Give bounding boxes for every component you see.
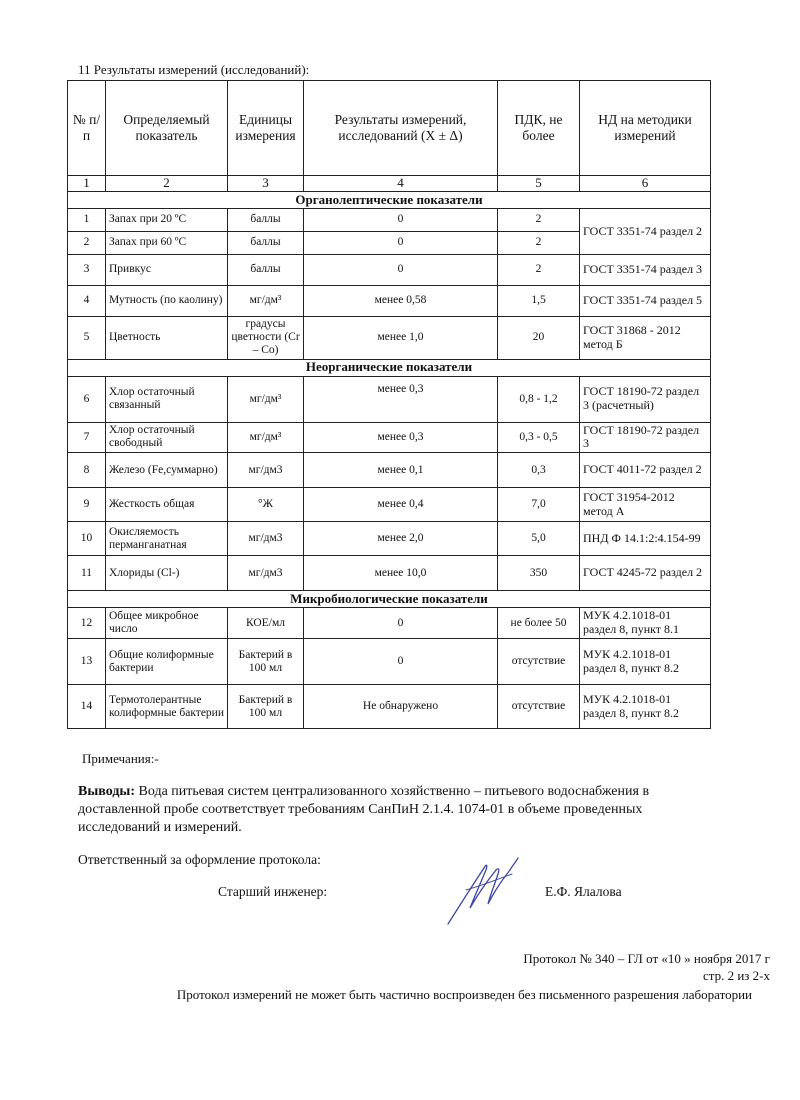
header-num: № п/п [68,81,106,176]
header-pdk: ПДК, не более [498,81,580,176]
table-row [68,209,711,232]
row-num: 11 [68,556,106,591]
row-unit: баллы [228,209,304,232]
table-row [68,556,711,591]
row-result: менее 0,4 [304,488,498,522]
row-method: ГОСТ 18190-72 раздел 3 [580,422,711,453]
footer-disclaimer: Протокол измерений не может быть частично воспроизведен без письменного разрешения лаборатории [176,987,752,1002]
row-result: менее 0,58 [304,286,498,317]
row-num: 13 [68,639,106,685]
footer-page-number: стр. 2 из 2-х [702,968,770,983]
row-method: ГОСТ 3351-74 раздел 3 [580,255,711,286]
row-pdk: 5,0 [498,522,580,556]
row-indicator: Хлориды (Cl-) [106,556,228,591]
results-table [67,80,711,729]
row-indicator: Общее микробное число [106,608,228,639]
row-method: ГОСТ 31868 - 2012 метод Б [580,317,711,360]
row-result: 0 [304,209,498,232]
group-heading-row [68,359,711,376]
row-unit: мг/дм³ [228,376,304,422]
row-unit: мг/дм³ [228,286,304,317]
row-result: Не обнаружено [304,685,498,729]
row-method: ГОСТ 3351-74 раздел 5 [580,286,711,317]
row-pdk: 350 [498,556,580,591]
row-num: 7 [68,422,106,453]
row-result: 0 [304,639,498,685]
row-pdk: отсутствие [498,685,580,729]
row-result: менее 10,0 [304,556,498,591]
row-indicator: Привкус [106,255,228,286]
section-heading: 11 Результаты измерений (исследований): [78,62,310,77]
table-row [68,422,711,453]
header-unit: Единицы измерения [228,81,304,176]
row-pdk: 2 [498,255,580,286]
header-indicator: Определяемый показатель [106,81,228,176]
row-unit: баллы [228,232,304,255]
group-heading-row [68,591,711,608]
responsible-label: Ответственный за оформление протокола: [78,852,321,867]
row-unit: КОЕ/мл [228,608,304,639]
row-pdk: 20 [498,317,580,360]
table-row [68,639,711,685]
group-heading: Органолептические показатели [68,192,711,209]
row-pdk: 0,3 - 0,5 [498,422,580,453]
row-unit: мг/дм3 [228,522,304,556]
group-heading-row [68,192,711,209]
row-indicator: Хлор остаточный связанный [106,376,228,422]
table-row [68,317,711,360]
row-unit: Бактерий в 100 мл [228,685,304,729]
row-pdk: не более 50 [498,608,580,639]
engineer-name: Е.Ф. Ялалова [545,884,622,899]
row-num: 8 [68,453,106,488]
column-number: 4 [304,176,498,192]
row-indicator: Цветность [106,317,228,360]
column-number-row [68,176,711,192]
row-indicator: Окисляемость перманганатная [106,522,228,556]
row-unit: мг/дм3 [228,556,304,591]
row-num: 4 [68,286,106,317]
column-number: 5 [498,176,580,192]
signature-image [440,850,520,928]
table-row [68,255,711,286]
table-row [68,488,711,522]
table-row [68,453,711,488]
row-method: МУК 4.2.1018-01 раздел 8, пункт 8.2 [580,639,711,685]
row-method: ГОСТ 4011-72 раздел 2 [580,453,711,488]
row-pdk: 0,3 [498,453,580,488]
table-row [68,608,711,639]
table-row [68,286,711,317]
row-indicator: Запах при 20 ºС [106,209,228,232]
header-row [68,81,711,176]
column-number: 2 [106,176,228,192]
row-method: МУК 4.2.1018-01 раздел 8, пункт 8.1 [580,608,711,639]
row-result: менее 0,3 [304,422,498,453]
row-num: 2 [68,232,106,255]
row-num: 5 [68,317,106,360]
engineer-title: Старший инженер: [218,884,328,899]
row-result: 0 [304,608,498,639]
conclusions-label: Выводы: [78,784,136,799]
table-row [68,685,711,729]
column-number: 1 [68,176,106,192]
column-number: 3 [228,176,304,192]
notes-label: Примечания:- [82,751,159,766]
group-heading: Микробиологические показатели [68,591,711,608]
row-unit: мг/дм3 [228,453,304,488]
row-result: 0 [304,255,498,286]
row-method: ПНД Ф 14.1:2:4.154-99 [580,522,711,556]
row-unit: мг/дм³ [228,422,304,453]
row-indicator: Термотолерантные колиформные бактерии [106,685,228,729]
row-unit: Бактерий в 100 мл [228,639,304,685]
row-method: ГОСТ 31954-2012 метод А [580,488,711,522]
row-pdk: 7,0 [498,488,580,522]
row-num: 9 [68,488,106,522]
row-result: менее 0,1 [304,453,498,488]
row-indicator: Мутность (по каолину) [106,286,228,317]
row-num: 6 [68,376,106,422]
row-method: ГОСТ 3351-74 раздел 2 [580,209,711,255]
row-num: 3 [68,255,106,286]
group-heading: Неорганические показатели [68,359,711,376]
row-indicator: Железо (Fe,суммарно) [106,453,228,488]
table-row [68,376,711,422]
row-pdk: отсутствие [498,639,580,685]
row-pdk: 2 [498,232,580,255]
row-method: МУК 4.2.1018-01 раздел 8, пункт 8.2 [580,685,711,729]
row-num: 1 [68,209,106,232]
row-result: менее 2,0 [304,522,498,556]
row-indicator: Хлор остаточный свободный [106,422,228,453]
row-indicator: Жесткость общая [106,488,228,522]
row-result: менее 0,3 [304,376,498,422]
row-method: ГОСТ 18190-72 раздел 3 (расчетный) [580,376,711,422]
conclusions [78,783,728,838]
row-pdk: 0,8 - 1,2 [498,376,580,422]
row-pdk: 1,5 [498,286,580,317]
header-method: НД на методики измерений [580,81,711,176]
conclusions-text: Вода питьевая систем централизованного хозяйственно – питьевого водоснабжения в доставленной пробе соответствует требованиям СанПиН 2.1.4. 1074-01 в объеме проведенных исследований и измерений. [78,784,650,836]
row-num: 12 [68,608,106,639]
row-unit: градусы цветности (Cr – Co) [228,317,304,360]
row-num: 10 [68,522,106,556]
row-num: 14 [68,685,106,729]
row-unit: °Ж [228,488,304,522]
table-row [68,522,711,556]
row-method: ГОСТ 4245-72 раздел 2 [580,556,711,591]
row-pdk: 2 [498,209,580,232]
row-indicator: Запах при 60 ºС [106,232,228,255]
footer-protocol: Протокол № 340 – ГЛ от «10 » ноября 2017 г [523,951,770,966]
row-unit: баллы [228,255,304,286]
row-result: 0 [304,232,498,255]
row-result: менее 1,0 [304,317,498,360]
column-number: 6 [580,176,711,192]
row-indicator: Общие колиформные бактерии [106,639,228,685]
header-result: Результаты измерений, исследований (Х ± Δ) [304,81,498,176]
